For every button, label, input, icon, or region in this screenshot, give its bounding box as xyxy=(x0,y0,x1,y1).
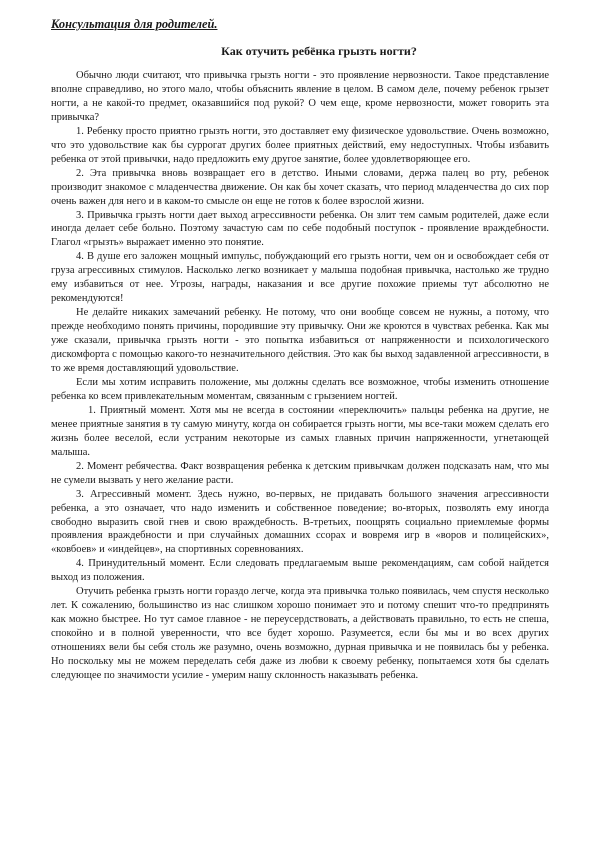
paragraph-reason-3: 3. Привычка грызть ногти дает выход агрессивности ребенка. Он злит тем самым родителей, даже если иногда делает себе больно. Поэтому зачастую сам по себе подобный поступок - проявление враждебности. Глагол «грызть» выражает именно это понятие. xyxy=(51,209,549,249)
paragraph-advice: Не делайте никаких замечаний ребенку. Не потому, что они вообще совсем не нужны, а потому, что прежде необходимо понять причины, породившие эту привычку. Они же кроются в чувствах ребенка. Как мы уже сказали, привычка грызть ногти - это попытка избавиться от напряженности и психологического дискомфорта с помощью какого-то незначительного действия. Это как бы выход задавленной агрессивности, в то же время доставляющий удовольствие. xyxy=(51,307,549,375)
article-body xyxy=(51,69,549,683)
consultation-header: Консультация для родителей. xyxy=(51,17,218,31)
paragraph-moment-1: 1. Приятный момент. Хотя мы не всегда в состоянии «переключить» пальцы ребенка на другие, не менее приятные занятия в ту самую минуту, когда он собирается грызть ногти, мы все-таки можем сделать его жизнь более веселой, если устраним некоторые из самых главных причин напряженности, угнетающей малыша. xyxy=(51,404,549,458)
paragraph-moment-3: 3. Агрессивный момент. Здесь нужно, во-первых, не придавать большого значения агрессивности ребенка, а это означает, что надо изменить и собственное поведение; во-вторых, позволять ему иногда свободно выразить свой гнев и свою враждебность. В-третьих, поощрять социально приемлемые формы проявления враждебности и при случайных домашних ссорах и вовремя игр в «воров и полицейских», «ковбоев» и «индейцев», на спортивных соревнованиях. xyxy=(51,488,549,556)
paragraph-conclusion: Отучить ребенка грызть ногти гораздо легче, когда эта привычка только появилась, чем спустя несколько лет. К сожалению, большинство из нас слишком хорошо понимает это и потому спешит что-то предпринять как можно быстрее. Но тут самое главное - не переусердствовать, а действовать правильно, то есть не спеша, спокойно и в полной уверенности, что все будет хорошо. Разумеется, если бы мы и во всех других отношениях вели бы себя столь же разумно, очень возможно, дурная привычка и не появилась бы у ребенка. Но поскольку мы не можем переделать себя даже из любви к своему ребенку, попытаемся хотя бы сделать следующее по значимости усилие - умерим нашу склонность наказывать ребенка. xyxy=(51,586,549,681)
paragraph-change: Если мы хотим исправить положение, мы должны сделать все возможное, чтобы изменить отношение ребенка ко всем привлекательным моментам, связанным с грызением ногтей. xyxy=(51,376,549,402)
paragraph-intro: Обычно люди считают, что привычка грызть ногти - это проявление нервозности. Такое представление вполне справедливо, но этого мало, чтобы объяснить явление в целом. В самом деле, почему ребенок грызет ногти, а не какой-то предмет, оказавшийся под рукой? О чем еще, кроме нервозности, может говорить эта привычка? xyxy=(51,70,549,123)
paragraph-moment-2: 2. Момент ребячества. Факт возвращения ребенка к детским привычкам должен подсказать нам, что мы не сумели вызвать у него желание расти. xyxy=(51,460,549,486)
paragraph-reason-1: 1. Ребенку просто приятно грызть ногти, это доставляет ему физическое удовольствие. Очень возможно, что это удовольствие как бы суррогат других более приятных действий, ему недоступных. Чтобы избавить ребенка от этой привычки, надо предложить ему другое занятие, более удовлетворяющее его. xyxy=(51,125,549,165)
paragraph-reason-2: 2. Эта привычка вновь возвращает его в детство. Иными словами, держа палец во рту, ребенок производит знакомое с младенчества движение. Он как бы хочет сказать, что период младенчества до сих пор очень важен для него и в каком-то смысле он еще не готов к более взрослой жизни. xyxy=(51,167,549,207)
paragraph-reason-4: 4. В душе его заложен мощный импульс, побуждающий его грызть ногти, чем он и освобождает себя от груза агрессивных стимулов. Насколько легко возникает у малыша подобная привычка, настолько же трудно ему избавиться от нее. Угрозы, награды, наказания и все другие похожие приемы тут абсолютно не рекомендуются! xyxy=(51,251,549,305)
paragraph-moment-4: 4. Принудительный момент. Если следовать предлагаемым выше рекомендациям, сам собой найдется выход из положения. xyxy=(51,558,549,584)
article-title: Как отучить ребёнка грызть ногти? xyxy=(221,44,417,58)
